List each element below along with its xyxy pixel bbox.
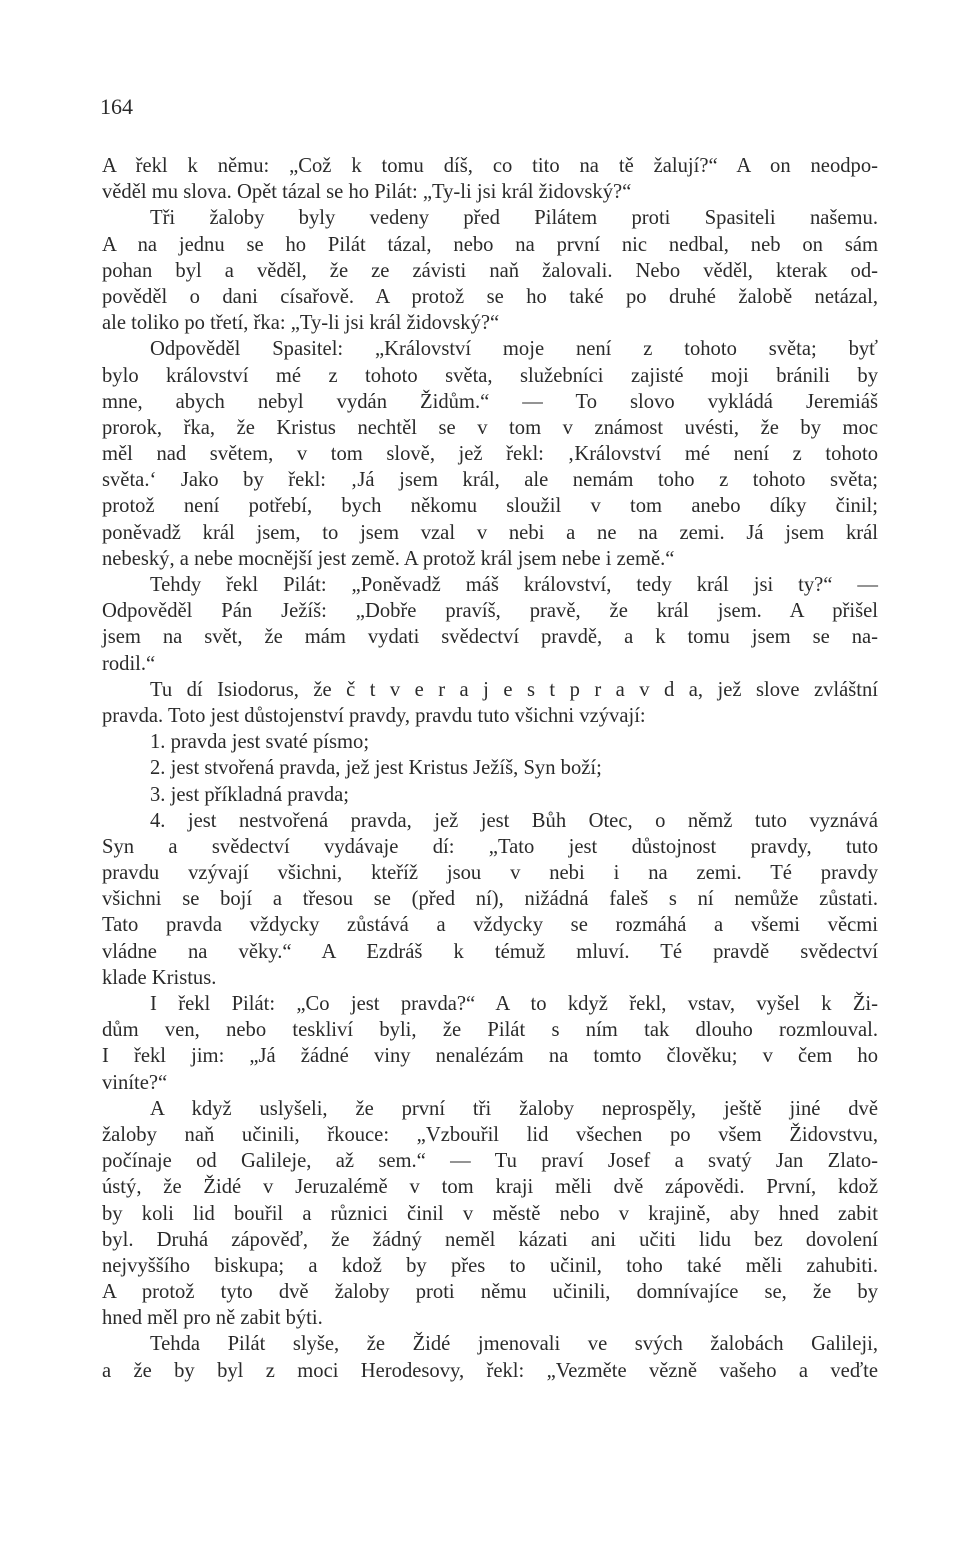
text-line: 3. jest příkladná pravda;	[150, 783, 350, 806]
text-line: 2. jest stvořená pravda, jež jest Kristus Ježíš, Syn boží;	[150, 757, 602, 780]
text-line: A řekl k němu: „Což k tomu díš, co tito na tě žalují?“ A on neodpo-	[102, 155, 878, 177]
text-line: Odpověděl Pán Ježíš: „Dobře pravíš, pravě, že král jsem. A přišel	[102, 600, 878, 623]
text-line: jsem na svět, že mám vydati svědectví pravdě, a k tomu jsem se na-	[102, 626, 878, 649]
text-line: A když uslyšeli, že první tři žaloby neprospěly, ještě jiné dvě	[150, 1097, 878, 1120]
page-number: 164	[100, 94, 133, 119]
text-line: mne, abych nebyl vydán Židům.“ — To slovo vykládá Jeremiáš	[102, 390, 878, 413]
text-line: byl. Druhá zápověď, že žádný neměl kázati ani učiti lidu bez dovolení	[102, 1228, 878, 1251]
text-line: Tři žaloby byly vedeny před Pilátem proti Spasiteli našemu.	[150, 207, 878, 230]
text-line: světa.‘ Jako by řekl: ‚Já jsem král, ale nemám toho z tohoto světa;	[102, 469, 878, 492]
text-line: 4. jest nestvořená pravda, jež jest Bůh Otec, o němž tuto vyznává	[150, 809, 878, 832]
text-line: a že by byl z moci Herodesovy, řekl: „Vezměte vězně vašeho a veďte	[102, 1359, 878, 1382]
text-line: hned měl pro ně zabit býti.	[102, 1307, 323, 1330]
text-line: protož není potřebí, bych někomu sloužil v tom anebo díky činil;	[102, 495, 878, 518]
text-line: I řekl Pilát: „Co jest pravda?“ A to když řekl, vstav, vyšel k Ži-	[150, 993, 878, 1015]
text-line: dům ven, nebo teskliví byli, že Pilát s ním tak dlouho rozmlouval.	[102, 1019, 878, 1042]
text-line: věděl mu slova. Opět tázal se ho Pilát: „Ty-li jsi král židovský?“	[102, 181, 632, 204]
text-line: Tehda Pilát slyše, že Židé jmenovali ve svých žalobách Galileji,	[150, 1333, 878, 1356]
text-line: pravda. Toto jest důstojenství pravdy, pravdu tuto všichni vzývají:	[102, 704, 646, 727]
text-line: nejvyššího biskupa; a kdož by přes to učinil, toho také měli zahubiti.	[102, 1254, 878, 1277]
text-line: 1. pravda jest svaté písmo;	[150, 731, 370, 754]
text-line: Odpověděl Spasitel: „Království moje není z tohoto světa; byť	[150, 338, 878, 361]
text-line: ale toliko po třetí, řka: „Ty-li jsi král židovský?“	[102, 312, 500, 335]
text-line: ústý, že Židé v Jeruzalémě v tom kraji měli dvě zápovědi. První, kdož	[102, 1176, 878, 1199]
text-line: pravdu vzývají všichni, kteříž jsou v nebi i na zemi. Té pravdy	[102, 862, 878, 885]
text-line: klade Kristus.	[102, 966, 217, 989]
text-line: vládne na věky.“ A Ezdráš k témuž mluví. Té pravdě svědectví	[102, 940, 878, 963]
text-line: by koli lid bouřil a různici činil v městě nebo v krajině, aby hned zabit	[102, 1202, 878, 1225]
text-line: všichni se bojí a třesou se (před ní), nižádná faleš s ní nemůže zůstati.	[102, 888, 878, 911]
text-line: poněvadž král jsem, to jsem vzal v nebi a ne na zemi. Já jsem král	[102, 521, 878, 544]
text-line: pohan byl a věděl, že ze závisti naň žalovali. Nebo věděl, kterak od-	[102, 259, 878, 282]
text-line: Tehdy řekl Pilát: „Poněvadž máš království, tedy král jsi ty?“ —	[150, 574, 878, 596]
body-text	[102, 153, 878, 1384]
text-line: počínaje od Galileje, až sem.“ — Tu praví Josef a svatý Jan Zlato-	[102, 1150, 878, 1173]
text-line: Tu dí Isiodorus, že č t v e r a j e s t p r a v d a, jež slove zvláštní	[150, 678, 878, 701]
text-line: A protož tyto dvě žaloby proti němu učinili, domnívajíce se, že by	[102, 1281, 878, 1304]
text-line: měl nad světem, v tom slově, jež řekl: ‚Království mé není z tohoto	[102, 443, 878, 466]
text-line: rodil.“	[102, 652, 156, 675]
text-line: bylo království mé z tohoto světa, služebníci zajisté moji bránili by	[102, 364, 878, 387]
text-line: A na jednu se ho Pilát tázal, nebo na první nic nedbal, neb on sám	[102, 233, 878, 256]
text-line: viníte?“	[102, 1071, 168, 1094]
text-line: prorok, řka, že Kristus nechtěl se v tom v známost uvésti, že by moc	[102, 416, 878, 439]
text-line: Tato pravda vždycky zůstává a vždycky se rozmáhá a všemi věcmi	[102, 914, 878, 937]
text-line: nebeský, a nebe mocnější jest země. A protož král jsem nebe i země.“	[102, 547, 675, 570]
text-line: I řekl jim: „Já žádné viny nenalézám na tomto člověku; v čem ho	[102, 1045, 878, 1068]
text-line: Syn a svědectví vydávaje dí: „Tato jest důstojnost pravdy, tuto	[102, 835, 878, 858]
text-line: žaloby naň učinili, řkouce: „Vzbouřil lid všechen po všem Židovstvu,	[102, 1123, 878, 1146]
text-line: pověděl o dani císařově. A protož se ho také po druhé žalobě netázal,	[102, 285, 878, 308]
